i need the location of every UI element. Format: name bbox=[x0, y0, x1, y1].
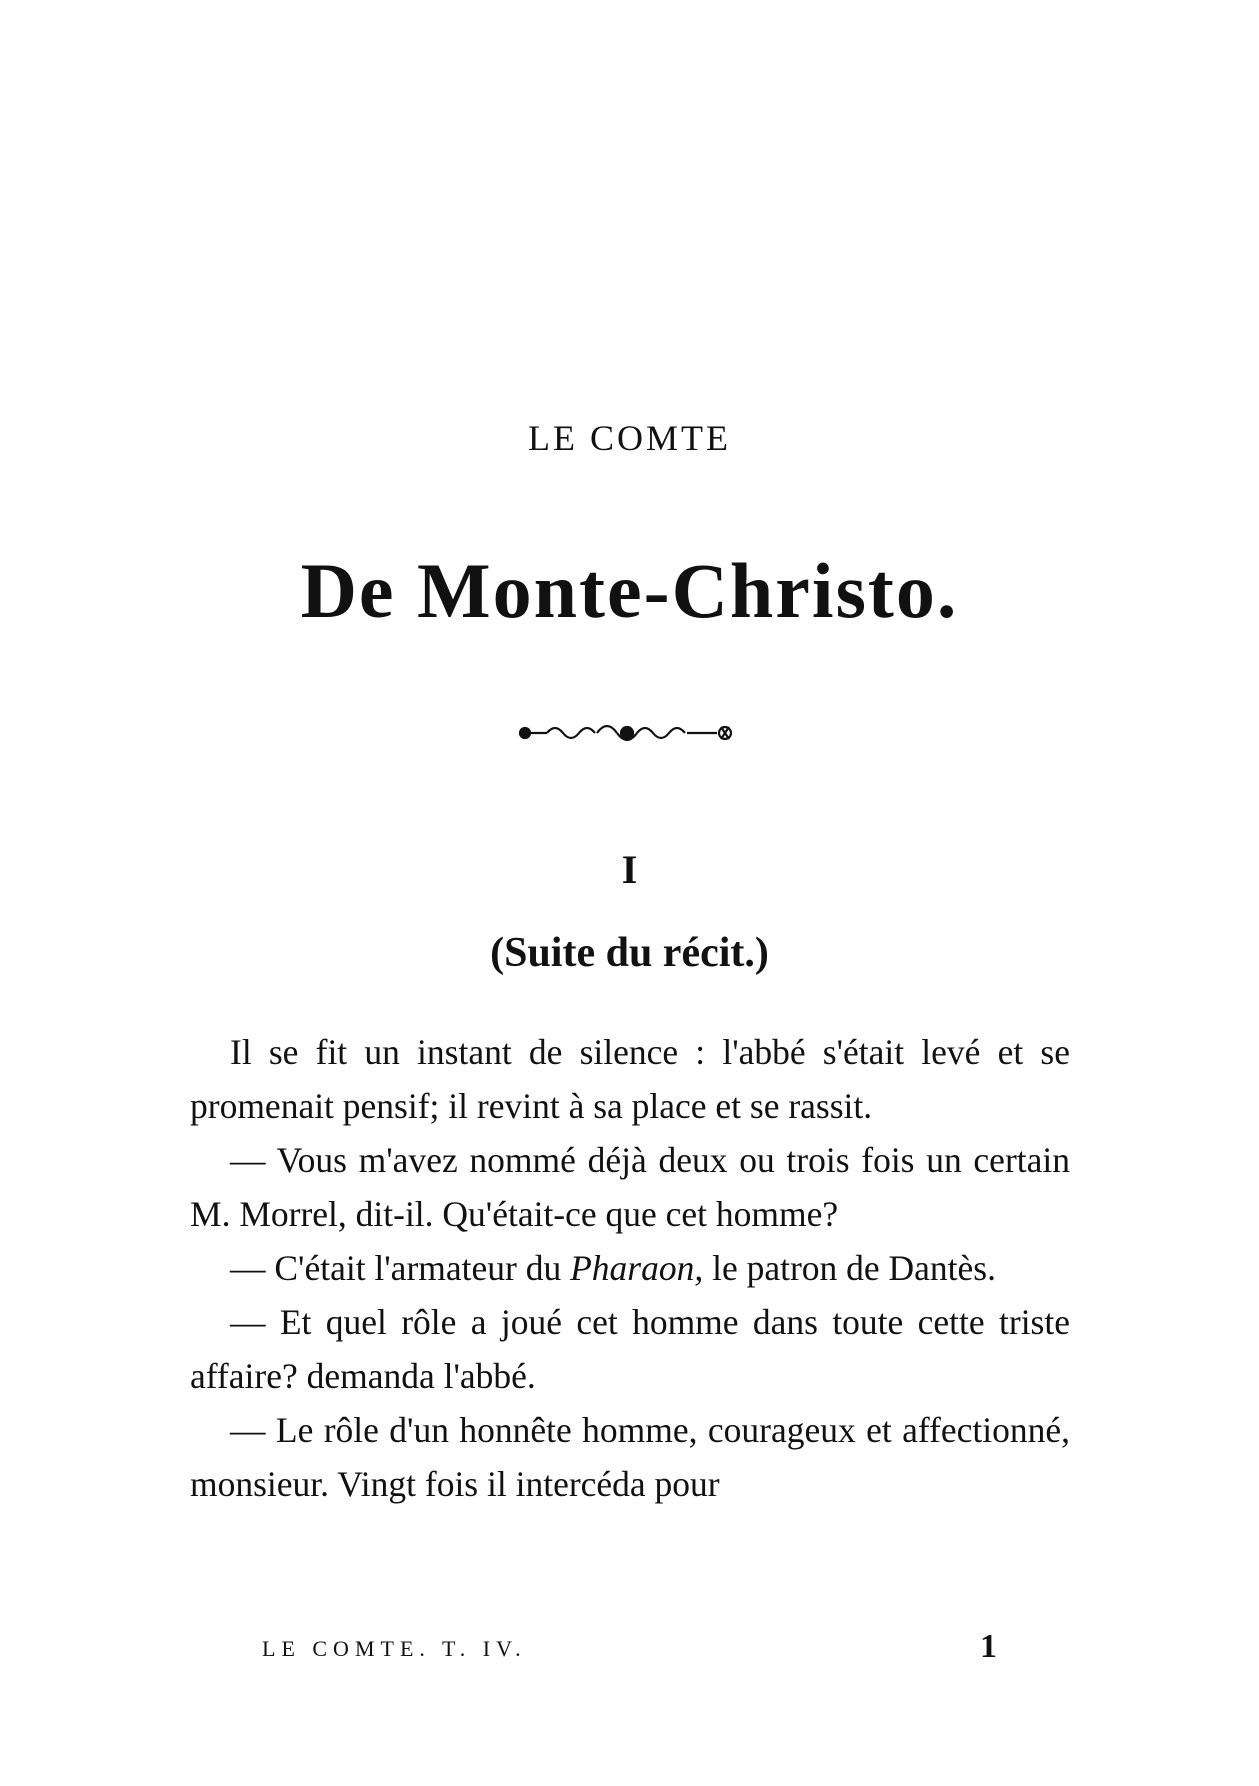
paragraph bbox=[190, 1241, 1070, 1295]
ornament-vignette bbox=[517, 715, 737, 751]
book-title: De Monte-Christo. bbox=[300, 547, 959, 634]
paragraph-text: le patron de Dantès. bbox=[703, 1248, 996, 1288]
paragraph: — Le rôle d'un honnête homme, courageux et affectionné, monsieur. Vingt fois il intercéda pour bbox=[190, 1410, 1070, 1504]
running-title: LE COMTE bbox=[528, 418, 731, 458]
page-number: 1 bbox=[980, 1628, 997, 1665]
paragraph-text: — C'était l'armateur du bbox=[230, 1248, 571, 1288]
body-text bbox=[190, 1025, 1070, 1511]
paragraph: — Vous m'avez nommé déjà deux ou trois fois un certain M. Morrel, dit-il. Qu'était-ce que cet homme? bbox=[190, 1140, 1070, 1234]
chapter-number: I bbox=[621, 847, 638, 892]
paragraph: — Et quel rôle a joué cet homme dans toute cette triste affaire? demanda l'abbé. bbox=[190, 1302, 1070, 1396]
chapter-subtitle: (Suite du récit.) bbox=[490, 930, 769, 976]
ship-name: Pharaon, bbox=[570, 1248, 704, 1288]
footer-signature: LE COMTE. T. IV. bbox=[262, 1636, 527, 1661]
paragraph: Il se fit un instant de silence : l'abbé s'était levé et se promenait pensif; il revint à sa place et se rassit. bbox=[190, 1032, 1070, 1126]
